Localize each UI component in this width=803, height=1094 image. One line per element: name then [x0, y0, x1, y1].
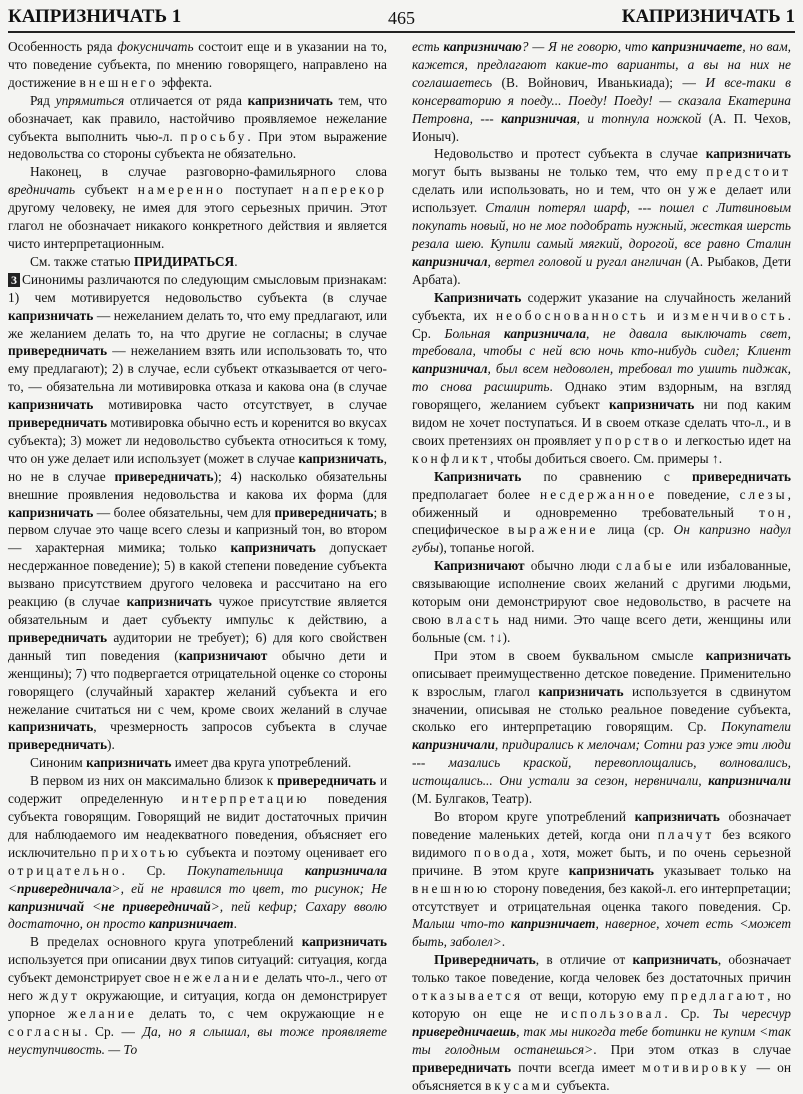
paragraph: 3 Синонимы различаются по следующим смысловым признакам: 1) чем мотивируется недовольство субъекта (в случае капризничать — нежеланием делать то, что ему предлагают, или же желанием делать то, на что другие не согласны; в случае привередничать — нежеланием взять или использовать то, что ему предлагают); 2) в случае, если субъект отказывается от чего-то, — обязательна ли мотивировка отказа и какова она (в случае капризничать мотивировка часто отсутствует, в случае привередничать мотивировка обычно есть и коренится во вкусах субъекта); 3) может ли недовольство субъекта относиться к тому, что он уже делает или использует (может в случае капризничать, но не в случае привередничать); 4) насколько обязательны внешние проявления недовольства и какова их форма (для капризничать — более обязательны, чем для привередничать; в первом случае это чаще всего слезы и капризный тон, во втором — характерная мимика; только капризничать допускает несдержанное поведение); 5) в какой степени поведение субъекта вызвано присутствием другого человека и рассчитано на его реакцию (в случае капризничать чужое присутствие является обязательным и дает субъекту импульс к действию, а привередничать аудитории не требует); 6) для кого свойствен данный тип поведения (капризничают обычно дети и женщины); 7) что подвергается отрицательной оценке со стороны говорящего (случайный характер желаний субъекта и его нежелание считаться ни с чем, кроме своих желаний в случае капризничать, чрезмерность запросов субъекта в случае привередничать).: [8, 271, 387, 753]
right-column: [412, 38, 791, 1094]
page-header: [8, 6, 795, 32]
paragraph: В первом из них он максимально близок к привередничать и содержит определенную интерпретацию поведения субъекта говорящим. Говорящий не видит достаточных причин для наблюдаемого им неадекватного поведения, объясняет его исключительно прихотью субъекта и поэтому оценивает его отрицательно. Ср. Покупательница капризничала <привередничала>, ей не нравился то цвет, то рисунок; Не капризничай <не привередничай>, пей кефир; Сахару вволю достаточно, он просто капризничает.: [8, 773, 387, 932]
paragraph: Во втором круге употреблений капризничать обозначает поведение маленьких детей, когда они плачут без всякого видимого повода, хотя, может быть, и по очень серьезной причине. В этом круге капризничать указывает только на внешнюю сторону поведения, без какой-л. его интерпретации; отсутствует и отрицательная оценка такого поведения. Ср. Малыш что-то капризничает, наверное, хочет есть <может быть, заболел>.: [412, 808, 792, 950]
paragraph: Особенность ряда фокусничать состоит еще и в указании на то, что поведение субъекта, по мнению говорящего, направлено на достижение внешнего эффекта.: [8, 39, 387, 90]
paragraph: При этом в своем буквальном смысле капризничать описывает преимущественно детское поведение. Применительно к взрослым, глагол капризничать используется в сдвинутом значении, описывая не столько реальное поведение субъекта, сколько его интерпретацию говорящим. Ср. Покупатели капризничали, придирались к мелочам; Сотни раз уже эти люди --- мазались краской, перевоплощались, волновались, истощались... Они устали за сезон, нервничали, капризничали (М. Булгаков, Театр).: [412, 647, 791, 807]
paragraph: Капризничать содержит указание на случайность желаний субъекта, их необоснованность и изменчивость. Ср. Больная капризничала, не давала выключать свет, требовала, чтобы с ней всю ночь кто-нибудь сидел; Клиент капризничал, был всем недоволен, требовал то ушить пиджак, то снова расширить. Однако этим вздорным, на взгляд говорящего, желанием субъект капризничать ни под каким видом не хочет поступаться. И в своем отказе сделать что-л., и в своих претензиях он проявляет упорство и легкостью идет на конфликт, чтобы добиться своего. См. примеры ↑.: [412, 289, 792, 466]
page-number: 465: [388, 8, 415, 28]
running-head-left: КАПРИЗНИЧАТЬ 1: [8, 6, 182, 27]
paragraph: Капризничают обычно люди слабые или избалованные, связывающие исполнение своих желаний с другими людьми, которым они демонстрируют свое недовольство, в расчете на свою власть над ними. Это чаще всего дети, женщины или больные (см. ↑↓).: [412, 558, 791, 645]
paragraph: В пределах основного круга употреблений капризничать используется при описании двух типов ситуаций: ситуация, когда субъект демонстрирует свое нежелание делать что-л., чего от него ждут окружающие, и ситуация, когда он демонстрирует упорное желание делать то, с чем окружающие не согласны. Ср. — Да, но я слышал, вы тоже проявляете неуступчивость. — То: [8, 934, 388, 1057]
paragraph: Ряд упрямиться отличается от ряда капризничать тем, что обозначает, как правило, настойчиво проявляемое нежелание субъекта выполнить чью-л. просьбу. При этом выражение недовольства со стороны субъекта не обязательно.: [8, 92, 388, 162]
paragraph: Синоним капризничать имеет два круга употреблений.: [30, 755, 352, 771]
paragraph: есть капризничаю? — Я не говорю, что капризничаете, но вам, кажется, предлагают какие-то варианты, а вы на них не соглашаетесь (В. Войнович, Иванькиада); — И все-таки в консерваторию я поеду... Поеду! Поеду! — сказала Екатерина Петровна, --- капризничая, и топнула ножкой (А. П. Чехов, Ионыч).: [412, 39, 791, 144]
header-rule: [8, 31, 795, 33]
paragraph: См. также статью ПРИДИРАТЬСЯ.: [30, 253, 238, 269]
paragraph: Привередничать, в отличие от капризничать, обозначает только такое поведение, когда человек без достаточных причин отказывается от вещи, которую ему предлагают, но которую он еще не использовал. Ср. Ты чересчур привередничаешь, так мы никогда тебе ботинки не купим <так ты голодным останешься>. При этом отказ в случае привередничать почти всегда имеет мотивировку — он объясняется вкусами субъекта.: [412, 952, 792, 1093]
paragraph: Наконец, в случае разговорно-фамильярного слова вредничать субъект намеренно поступает наперекор другому человеку, не имея для этого серьезных причин. Этот глагол не обозначает никакого конкретного действия и является чисто интерпретационным.: [8, 164, 387, 251]
running-head-right: КАПРИЗНИЧАТЬ 1: [621, 6, 795, 27]
paragraph: Недовольство и протест субъекта в случае капризничать могут быть вызваны не только тем, что ему предстоит сделать или использовать, но и тем, что он уже делает или использует. Сталин потерял шарф, --- пошел с Литвиновым покупать новый, но не мог подобрать нужный, жесткая шерсть резала шею. Купили самый мягкий, дорогой, все равно Сталин капризничал, вертел головой и ругал англичан (А. Рыбаков, Дети Арбата).: [412, 146, 792, 287]
left-column: [8, 38, 387, 1059]
paragraph: Капризничать по сравнению с привередничать предполагает более несдержанное поведение, слезы, обиженный и одновременно требовательный тон, специфическое выражение лица (ср. Он капризно надул губы), топанье ногой.: [412, 468, 791, 556]
